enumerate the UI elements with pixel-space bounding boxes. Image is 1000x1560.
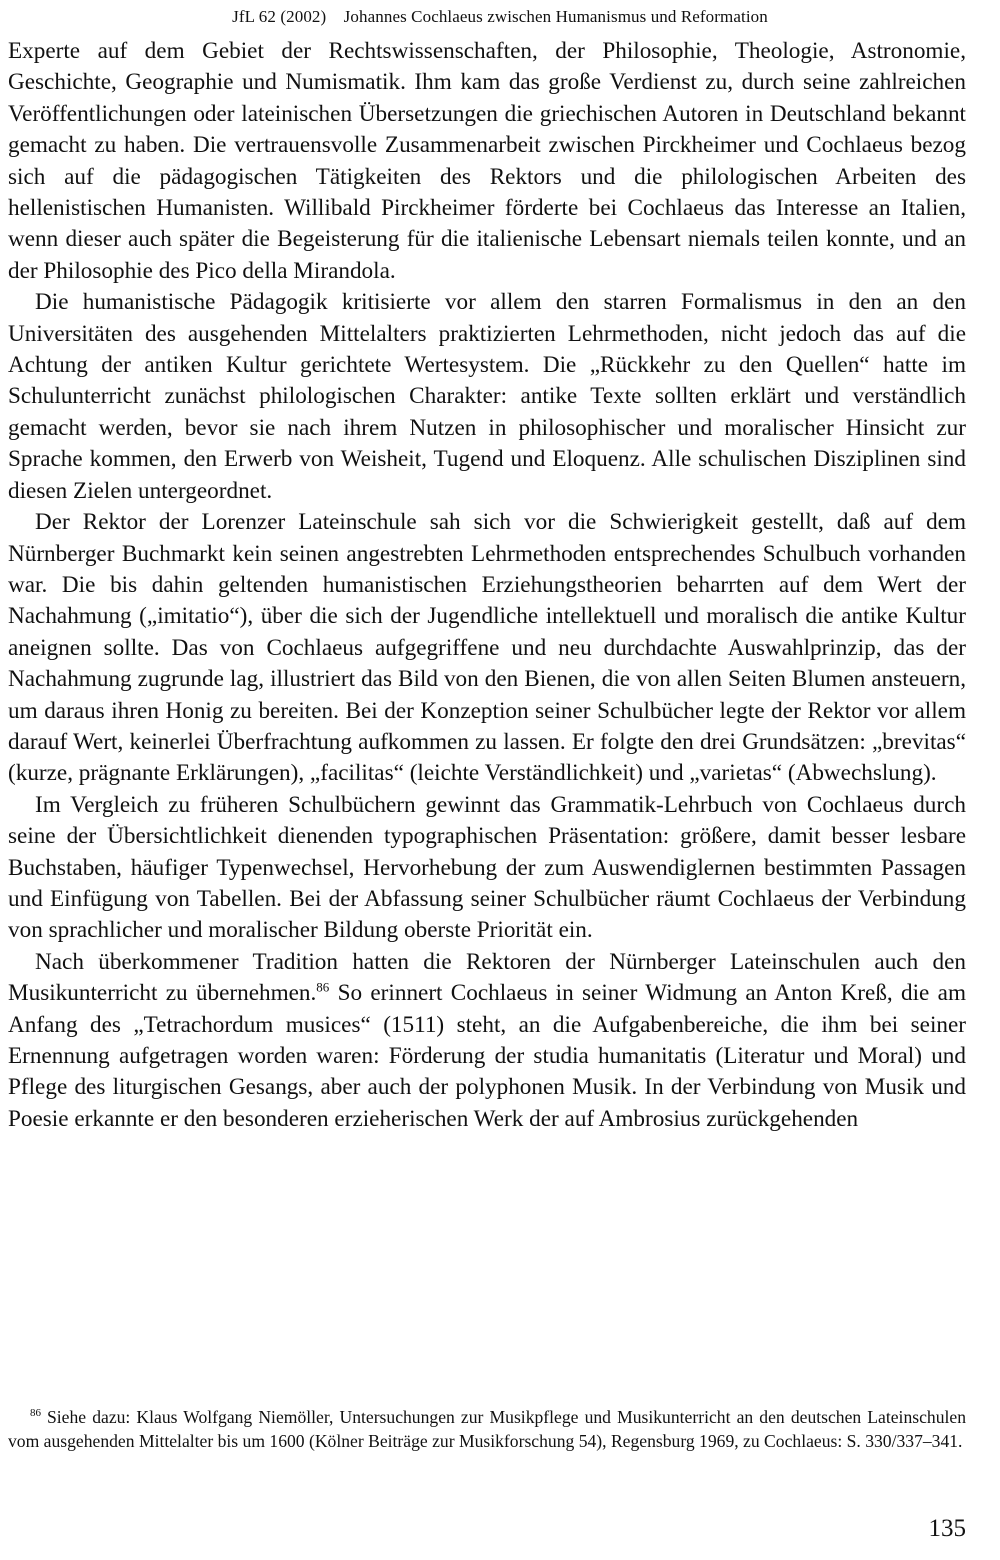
- paragraph-5-text-end: So erinnert Cochlaeus in seiner Widmung an Anton Kreß, die am Anfang des „Tetrachordum musices“ (1511) steht, an die Aufgabenbereiche, die ihm bei seiner Ernennung aufgetragen worden waren: Förderung der studia humanitatis (Literatur und Moral) und Pflege des liturgischen Gesangs, aber auch der polyphonen Musik. In der Verbindung von Musik und Poesie erkannte er den besonderen erzieherischen Werk der auf Ambrosius zurückgehenden: [8, 980, 966, 1132]
- footnote: [8, 1405, 966, 1453]
- paragraph-5: [8, 947, 966, 1135]
- paragraph-4: Im Vergleich zu früheren Schulbüchern gewinnt das Grammatik-Lehrbuch von Cochlaeus durch seine der Übersichtlichkeit dienenden typographischen Präsentation: größere, damit besser lesbare Buchstaben, häufiger Typenwechsel, Hervorhebung der zum Auswendiglernen bestimmten Passagen und Einfügung von Tabellen. Bei der Abfassung seiner Schulbücher räumt Cochlaeus der Verbindung von sprachlicher und moralischer Bildung oberste Priorität ein.: [8, 791, 966, 944]
- paragraph-3: Der Rektor der Lorenzer Lateinschule sah sich vor die Schwierigkeit gestellt, daß auf dem Nürnberger Buchmarkt kein seinen angestrebten Lehrmethoden entsprechendes Schulbuch vorhanden war. Die bis dahin geltenden humanistischen Erziehungstheorien beharrten auf dem Wert der Nachahmung („imitatio“), über die sich der Jugendliche intellektuell und moralisch die antike Kultur aneignen sollte. Das von Cochlaeus aufgegriffene und neu durchdachte Auswahlprinzip, das der Nachahmung zugrunde lag, illustriert das Bild von den Bienen, die von allen Seiten Blumen ansteuern, um daraus ihren Honig zu bereiten. Bei der Konzeption seiner Schulbücher legte der Rektor vor allem darauf Wert, keinerlei Überfrachtung aufkommen zu lassen. Er folgte den drei Grundsätzen: „brevitas“ (kurze, prägnante Erklärungen), „facilitas“ (leichte Verständlichkeit) und „varietas“ (Abwechslung).: [8, 509, 966, 787]
- footnote-text: Siehe dazu: Klaus Wolfgang Niemöller, Untersuchungen zur Musikpflege und Musikunterricht an den deutschen Lateinschulen vom ausgehenden Mittelalter bis um 1600 (Kölner Beiträge zur Musikforschung 54), Regensburg 1969, zu Cochlaeus: S. 330/337–341.: [8, 1407, 966, 1451]
- paragraph-5-text-start: Nach überkommener Tradition hatten die Rektoren der Nürnberger Lateinschulen auch den Musikunterricht zu übernehmen.: [8, 948, 966, 1007]
- body-text: [8, 36, 966, 1135]
- footnote-reference[interactable]: 86: [316, 979, 330, 995]
- footnote-number: 86: [30, 1407, 41, 1420]
- paragraph-2: Die humanistische Pädagogik kritisierte vor allem den starren Formalismus in den an den Universitäten des ausgehenden Mittelalters praktizierten Lehrmethoden, nicht jedoch das auf die Achtung der antiken Kultur gerichtete Wertesystem. Die „Rückkehr zu den Quellen“ hatte im Schulunterricht zunächst philologischen Charakter: antike Texte sollten erklärt und verständlich gemacht werden, bevor sie nach ihrem Nutzen in philosophischer und moralischer Hinsicht zur Sprache kommen, den Erwerb von Weisheit, Tugend und Eloquenz. Alle schulischen Disziplinen sind diesen Zielen untergeordnet.: [8, 289, 966, 504]
- running-head: JfL 62 (2002) Johannes Cochlaeus zwischen Humanismus und Reformation: [232, 7, 768, 26]
- page-number: 135: [928, 1515, 966, 1542]
- paragraph-1: Experte auf dem Gebiet der Rechtswissenschaften, der Philosophie, Theologie, Astronomie, Geschichte, Geographie und Numismatik. Ihm kam das große Verdienst zu, durch seine zahlreichen Veröffentlichungen oder lateinischen Übersetzungen die griechischen Autoren in Deutschland bekannt gemacht zu haben. Die vertrauensvolle Zusammenarbeit zwischen Pirckheimer und Cochlaeus bezog sich auf die pädagogischen Tätigkeiten des Rektors und die philologischen Arbeiten des hellenistischen Humanisten. Willibald Pirckheimer förderte bei Cochlaeus das Interesse an Italien, wenn dieser auch später die Begeisterung für die italienische Lebensart niemals teilen konnte, und an der Philosophie des Pico della Mirandola.: [8, 38, 966, 284]
